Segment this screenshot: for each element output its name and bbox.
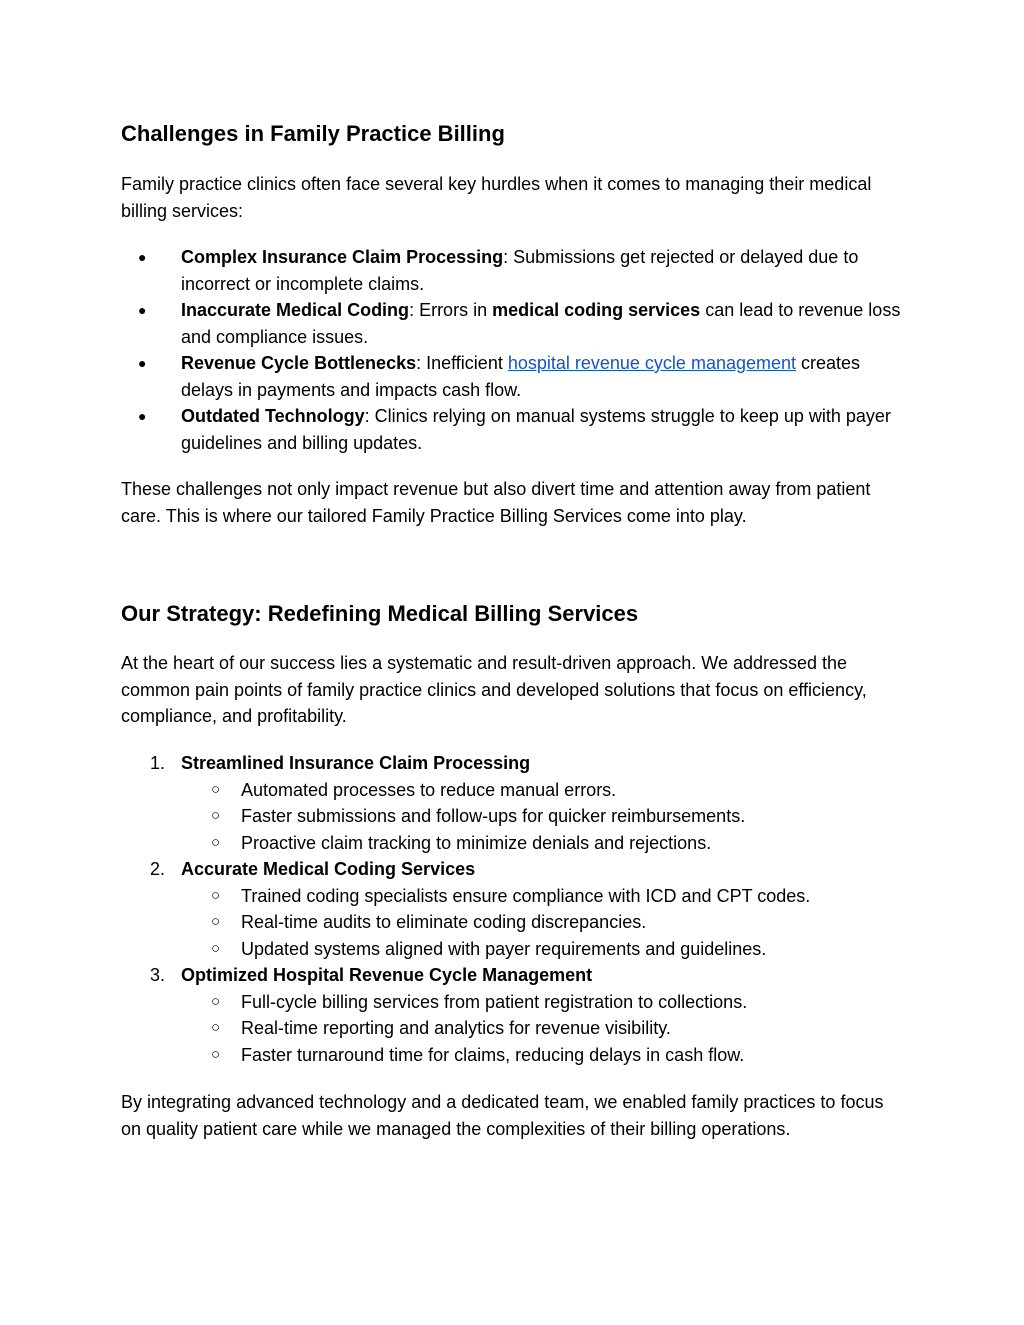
list-item (121, 856, 901, 962)
bullet-marker: ● (138, 249, 147, 265)
bullet-text: : Inefficient (416, 353, 508, 373)
bullet-marker: ● (138, 302, 147, 318)
list-item (181, 989, 901, 1016)
sub-item-text: Faster submissions and follow-ups for quicker reimbursements. (241, 806, 746, 826)
challenges-closing-paragraph: These challenges not only impact revenue but also divert time and attention away from patient care. This is where our tailored Family Practice Billing Services come into play. (121, 479, 871, 526)
step-title: Streamlined Insurance Claim Processing (181, 753, 531, 773)
step-number: 3. (150, 965, 166, 985)
bullet-title: Complex Insurance Claim Processing (181, 247, 504, 267)
list-item (181, 909, 901, 936)
list-item (181, 777, 901, 804)
strategy-closing-paragraph: By integrating advanced technology and a dedicated team, we enabled family practices to focus on quality patient care while we managed the complexities of their billing operations. (121, 1092, 884, 1139)
strategy-intro-paragraph: At the heart of our success lies a systematic and result-driven approach. We addressed the common pain points of family practice clinics and developed solutions that focus on efficiency, compliance, and profitability. (121, 653, 867, 726)
bullet-text: : Clinics relying on manual systems struggle to keep up with payer guidelines and billing updates. (181, 406, 891, 453)
sub-bullet-marker: ○ (211, 780, 221, 798)
sub-item-text: Updated systems aligned with payer requirements and guidelines. (241, 938, 767, 959)
sub-bullet-marker: ○ (211, 833, 221, 851)
bullet-title: Inaccurate Medical Coding (181, 300, 410, 320)
list-item (181, 830, 901, 857)
list-item (121, 297, 901, 350)
sub-item-text: Real-time audits to eliminate coding discrepancies. (241, 912, 647, 932)
list-item (121, 962, 901, 1068)
step-sub-list (181, 883, 901, 963)
bullet-marker: ● (138, 408, 147, 424)
sub-item-text: Full-cycle billing services from patient registration to collections. (241, 991, 748, 1012)
sub-bullet-marker: ○ (211, 886, 221, 904)
sub-bullet-marker: ○ (211, 939, 221, 957)
sub-item-text: Proactive claim tracking to minimize denials and rejections. (241, 832, 712, 853)
sub-item-text: Faster turnaround time for claims, reducing delays in cash flow. (241, 1044, 745, 1065)
list-item (121, 750, 901, 856)
step-number: 2. (150, 859, 166, 879)
bullet-text: creates delays in payments and impacts cash flow. (181, 353, 861, 400)
bullet-bold-inline: medical coding services (492, 300, 701, 320)
bullet-title: Outdated Technology (181, 406, 365, 426)
challenges-intro-paragraph: Family practice clinics often face several key hurdles when it comes to managing their medical billing services: (121, 174, 872, 221)
bullet-text: can lead to revenue loss and compliance issues. (181, 300, 901, 347)
list-item (121, 350, 901, 403)
step-sub-list (181, 777, 901, 857)
sub-bullet-marker: ○ (211, 913, 221, 930)
list-item (181, 883, 901, 910)
list-item (181, 803, 901, 830)
sub-bullet-marker: ○ (211, 992, 221, 1010)
sub-item-text: Trained coding specialists ensure compliance with ICD and CPT codes. (241, 885, 811, 906)
sub-item-text: Automated processes to reduce manual errors. (241, 779, 617, 800)
step-sub-list (181, 989, 901, 1069)
section-heading-strategy: Our Strategy: Redefining Medical Billing Services (121, 601, 639, 626)
list-item (181, 936, 901, 963)
sub-bullet-marker: ○ (211, 1045, 221, 1063)
step-title: Accurate Medical Coding Services (181, 859, 476, 879)
sub-bullet-marker: ○ (211, 807, 221, 824)
bullet-text: : Submissions get rejected or delayed due to incorrect or incomplete claims. (181, 247, 859, 294)
step-title: Optimized Hospital Revenue Cycle Management (181, 965, 593, 985)
hospital-revenue-cycle-link[interactable]: hospital revenue cycle management (507, 353, 797, 373)
list-item (121, 403, 901, 456)
bullet-title: Revenue Cycle Bottlenecks (181, 353, 417, 373)
challenges-bullet-list (121, 244, 901, 456)
sub-item-text: Real-time reporting and analytics for revenue visibility. (241, 1018, 671, 1038)
list-item (181, 1015, 901, 1042)
section-heading-challenges: Challenges in Family Practice Billing (121, 121, 505, 146)
bullet-marker: ● (138, 355, 147, 371)
list-item (181, 1042, 901, 1069)
step-number: 1. (150, 753, 166, 773)
bullet-text: : Errors in (409, 300, 493, 320)
sub-bullet-marker: ○ (211, 1019, 221, 1036)
list-item (121, 244, 901, 297)
strategy-numbered-list (121, 750, 901, 1068)
